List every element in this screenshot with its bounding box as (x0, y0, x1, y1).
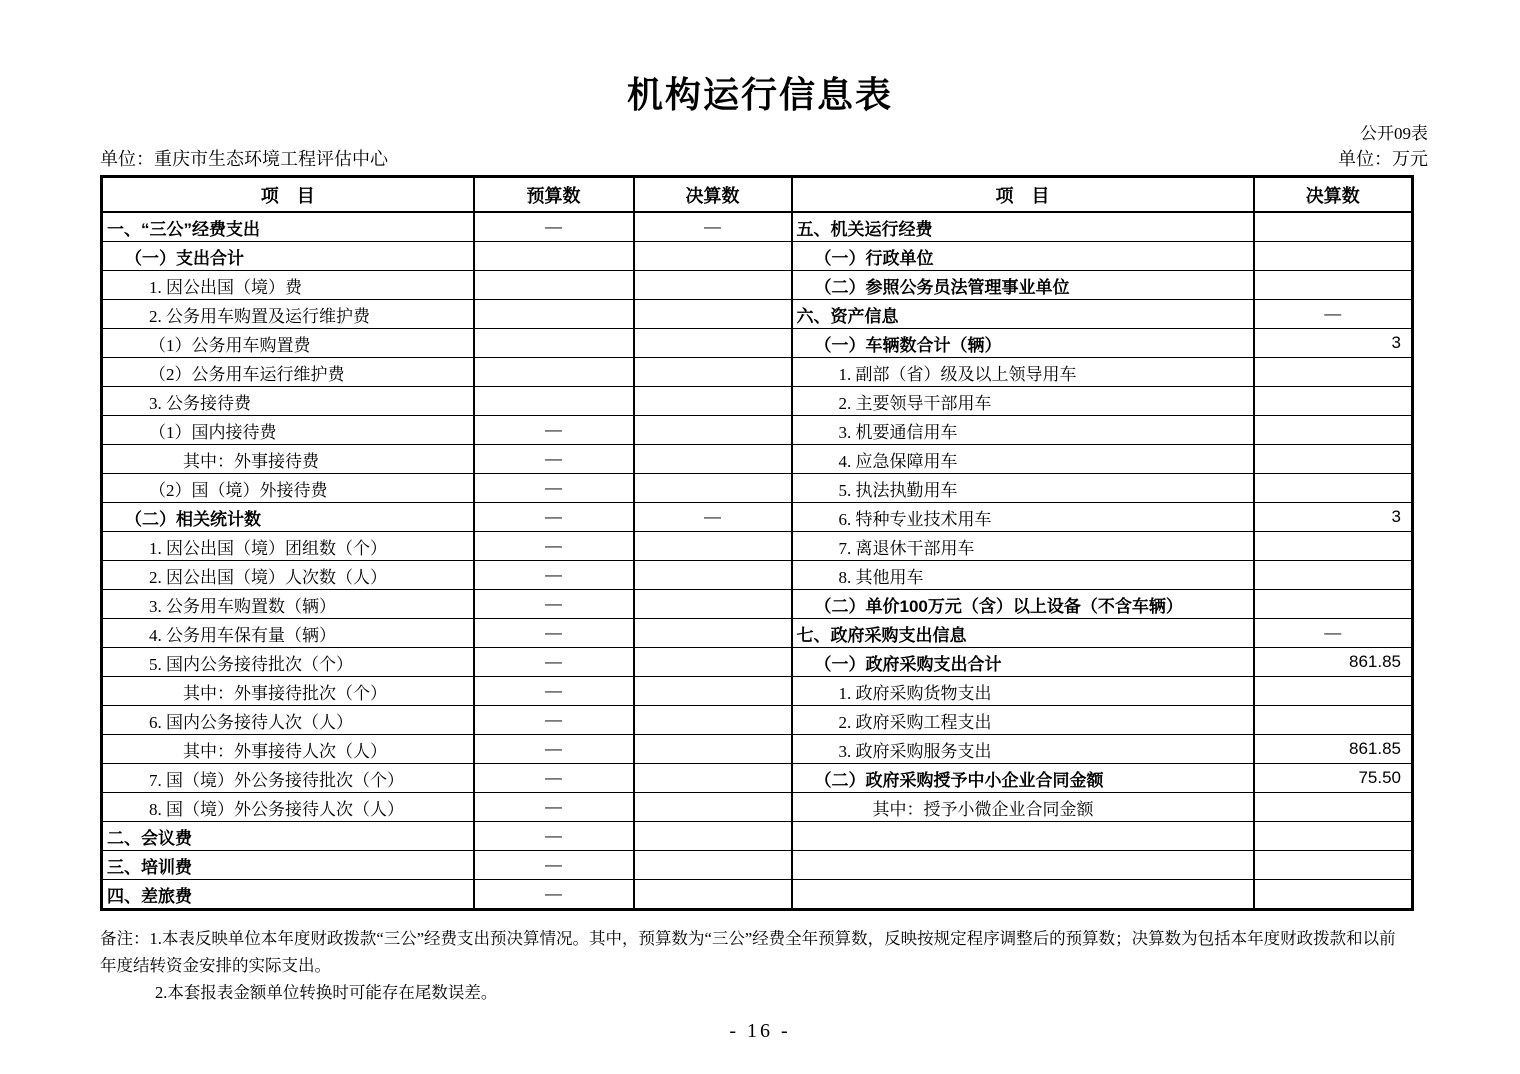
final-value-left (634, 735, 792, 764)
final-value-right (1254, 387, 1413, 416)
item-label-left: 5. 国内公务接待批次（个） (102, 648, 474, 677)
item-label-right: 7. 离退休干部用车 (792, 532, 1254, 561)
table-row (102, 561, 1413, 590)
final-value-left (634, 648, 792, 677)
item-label-right: （二）政府采购授予中小企业合同金额 (792, 764, 1254, 793)
table-row (102, 474, 1413, 503)
header-item-left: 项 目 (102, 177, 474, 213)
final-value-left (634, 590, 792, 619)
item-label-right: 3. 政府采购服务支出 (792, 735, 1254, 764)
form-code: 公开09表 (1360, 124, 1428, 143)
budget-value: — (474, 445, 634, 474)
final-value-right: 3 (1254, 503, 1413, 532)
budget-value: — (474, 416, 634, 445)
table-row (102, 532, 1413, 561)
item-label-left: 四、差旅费 (102, 880, 474, 910)
final-value-left (634, 445, 792, 474)
unit-currency: 单位：万元 (1338, 149, 1428, 169)
item-label-left: 其中：外事接待人次（人） (102, 735, 474, 764)
final-value-right (1254, 561, 1413, 590)
budget-value (474, 387, 634, 416)
notes-block (100, 925, 1411, 1006)
budget-value: — (474, 532, 634, 561)
unit-row (100, 147, 1428, 171)
item-label-left: 8. 国（境）外公务接待人次（人） (102, 793, 474, 822)
final-value-right: 3 (1254, 329, 1413, 358)
table-row (102, 677, 1413, 706)
budget-value: — (474, 648, 634, 677)
final-value-left (634, 619, 792, 648)
final-value-left: — (634, 503, 792, 532)
item-label-right: 6. 特种专业技术用车 (792, 503, 1254, 532)
table-row (102, 851, 1413, 880)
item-label-left: 4. 公务用车保有量（辆） (102, 619, 474, 648)
final-value-right: 75.50 (1254, 764, 1413, 793)
table-row (102, 764, 1413, 793)
meta-block (100, 123, 1428, 171)
item-label-left: 三、培训费 (102, 851, 474, 880)
final-value-left (634, 677, 792, 706)
item-label-right: 1. 政府采购货物支出 (792, 677, 1254, 706)
table-row (102, 503, 1413, 532)
item-label-right: 4. 应急保障用车 (792, 445, 1254, 474)
info-table (100, 175, 1414, 911)
final-value-right: — (1254, 300, 1413, 329)
final-value-left (634, 561, 792, 590)
item-label-right: 2. 政府采购工程支出 (792, 706, 1254, 735)
item-label-right: （二）参照公务员法管理事业单位 (792, 271, 1254, 300)
item-label-right: 六、资产信息 (792, 300, 1254, 329)
final-value-right (1254, 851, 1413, 880)
item-label-right: 2. 主要领导干部用车 (792, 387, 1254, 416)
final-value-left (634, 300, 792, 329)
final-value-left (634, 387, 792, 416)
item-label-right: （一）行政单位 (792, 242, 1254, 271)
budget-value (474, 358, 634, 387)
item-label-right: （二）单价100万元（含）以上设备（不含车辆） (792, 590, 1254, 619)
table-row (102, 793, 1413, 822)
item-label-right: 3. 机要通信用车 (792, 416, 1254, 445)
budget-value: — (474, 561, 634, 590)
header-row (102, 177, 1413, 213)
table-row (102, 822, 1413, 851)
table-row (102, 590, 1413, 619)
table-row (102, 706, 1413, 735)
final-value-left (634, 271, 792, 300)
final-value-left: — (634, 212, 792, 242)
item-label-left: 1. 因公出国（境）团组数（个） (102, 532, 474, 561)
header-item-right: 项 目 (792, 177, 1254, 213)
budget-value: — (474, 619, 634, 648)
table-row (102, 880, 1413, 910)
table-row (102, 212, 1413, 242)
item-label-right (792, 851, 1254, 880)
final-value-left (634, 764, 792, 793)
budget-value: — (474, 590, 634, 619)
final-value-left (634, 822, 792, 851)
budget-value (474, 271, 634, 300)
table-row (102, 445, 1413, 474)
item-label-left: 6. 国内公务接待人次（人） (102, 706, 474, 735)
item-label-left: 二、会议费 (102, 822, 474, 851)
header-final-right: 决算数 (1254, 177, 1413, 213)
budget-value (474, 242, 634, 271)
table-row (102, 329, 1413, 358)
item-label-right: （一）车辆数合计（辆） (792, 329, 1254, 358)
header-final-left: 决算数 (634, 177, 792, 213)
final-value-right (1254, 474, 1413, 503)
final-value-left (634, 358, 792, 387)
final-value-right (1254, 242, 1413, 271)
item-label-right: （一）政府采购支出合计 (792, 648, 1254, 677)
table-row (102, 648, 1413, 677)
final-value-right (1254, 677, 1413, 706)
final-value-left (634, 706, 792, 735)
final-value-left (634, 474, 792, 503)
final-value-right (1254, 358, 1413, 387)
final-value-left (634, 851, 792, 880)
final-value-right (1254, 793, 1413, 822)
final-value-right (1254, 445, 1413, 474)
budget-value: — (474, 474, 634, 503)
final-value-right (1254, 416, 1413, 445)
budget-value: — (474, 706, 634, 735)
budget-value (474, 300, 634, 329)
item-label-left: 其中：外事接待费 (102, 445, 474, 474)
item-label-right: 七、政府采购支出信息 (792, 619, 1254, 648)
final-value-right: 861.85 (1254, 648, 1413, 677)
final-value-left (634, 793, 792, 822)
item-label-right: 1. 副部（省）级及以上领导用车 (792, 358, 1254, 387)
final-value-right: 861.85 (1254, 735, 1413, 764)
table-row (102, 271, 1413, 300)
item-label-left: 2. 因公出国（境）人次数（人） (102, 561, 474, 590)
table-row (102, 242, 1413, 271)
table-row (102, 619, 1413, 648)
final-value-left (634, 329, 792, 358)
item-label-right: 其中：授予小微企业合同金额 (792, 793, 1254, 822)
final-value-right (1254, 532, 1413, 561)
budget-value: — (474, 212, 634, 242)
item-label-left: 1. 因公出国（境）费 (102, 271, 474, 300)
budget-value: — (474, 880, 634, 910)
table-row (102, 300, 1413, 329)
table-row (102, 416, 1413, 445)
final-value-right (1254, 271, 1413, 300)
item-label-left: （1）国内接待费 (102, 416, 474, 445)
final-value-right (1254, 880, 1413, 910)
table-header (102, 177, 1413, 213)
item-label-right: 五、机关运行经费 (792, 212, 1254, 242)
item-label-left: （1）公务用车购置费 (102, 329, 474, 358)
item-label-right: 5. 执法执勤用车 (792, 474, 1254, 503)
item-label-left: （2）国（境）外接待费 (102, 474, 474, 503)
final-value-right (1254, 212, 1413, 242)
final-value-right: — (1254, 619, 1413, 648)
final-value-left (634, 880, 792, 910)
final-value-right (1254, 590, 1413, 619)
budget-value: — (474, 764, 634, 793)
budget-value: — (474, 503, 634, 532)
unit-name: 单位：重庆市生态环境工程评估中心 (100, 149, 388, 169)
budget-value: — (474, 793, 634, 822)
item-label-left: 3. 公务接待费 (102, 387, 474, 416)
item-label-right (792, 880, 1254, 910)
note-line-2: 2.本套报表金额单位转换时可能存在尾数误差。 (155, 983, 498, 1002)
budget-value: — (474, 822, 634, 851)
budget-value: — (474, 851, 634, 880)
item-label-right: 8. 其他用车 (792, 561, 1254, 590)
item-label-right (792, 822, 1254, 851)
item-label-left: 3. 公务用车购置数（辆） (102, 590, 474, 619)
table-row (102, 387, 1413, 416)
final-value-left (634, 532, 792, 561)
note-line-1: 备注：1.本表反映单位本年度财政拨款“三公”经费支出预决算情况。其中，预算数为“三公”经费全年预算数，反映按规定程序调整后的预算数；决算数为包括本年度财政拨款和以前年度结转资金安排的实际支出。 (100, 929, 1396, 975)
table-body (102, 212, 1413, 910)
budget-value (474, 329, 634, 358)
item-label-left: （二）相关统计数 (102, 503, 474, 532)
budget-value: — (474, 735, 634, 764)
table-row (102, 358, 1413, 387)
header-budget: 预算数 (474, 177, 634, 213)
table-row (102, 735, 1413, 764)
final-value-right (1254, 822, 1413, 851)
item-label-left: 2. 公务用车购置及运行维护费 (102, 300, 474, 329)
final-value-left (634, 242, 792, 271)
budget-value: — (474, 677, 634, 706)
item-label-left: 7. 国（境）外公务接待批次（个） (102, 764, 474, 793)
page-title: 机构运行信息表 (626, 75, 893, 115)
final-value-left (634, 416, 792, 445)
item-label-left: 其中：外事接待批次（个） (102, 677, 474, 706)
page-number: - 16 - (729, 1020, 791, 1042)
final-value-right (1254, 706, 1413, 735)
item-label-left: （2）公务用车运行维护费 (102, 358, 474, 387)
item-label-left: （一）支出合计 (102, 242, 474, 271)
item-label-left: 一、“三公”经费支出 (102, 212, 474, 242)
